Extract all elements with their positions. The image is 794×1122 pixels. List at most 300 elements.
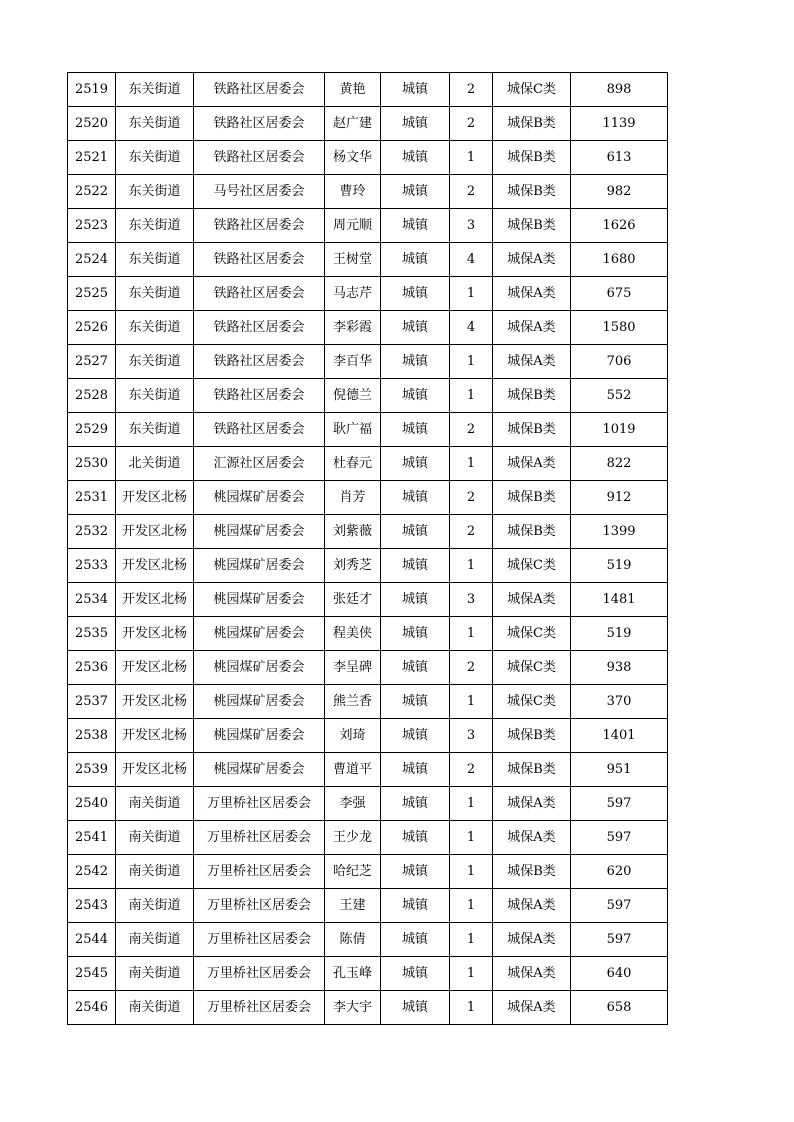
cell-committee: 铁路社区居委会 <box>194 209 325 243</box>
cell-committee: 万里桥社区居委会 <box>194 923 325 957</box>
cell-serial-number: 2529 <box>68 413 116 447</box>
cell-person-name: 曹玲 <box>325 175 381 209</box>
cell-category: 城保A类 <box>493 243 571 277</box>
street-text: 南关街道 <box>128 1000 181 1015</box>
street-text-clip <box>116 787 193 820</box>
cell-serial-number: 2540 <box>68 787 116 821</box>
cell-amount: 519 <box>571 549 668 583</box>
cell-street <box>116 821 194 855</box>
table-row <box>68 107 668 141</box>
street-text: 东关街道 <box>128 184 181 199</box>
street-text-clip <box>116 141 193 174</box>
cell-serial-number: 2526 <box>68 311 116 345</box>
cell-household-size: 4 <box>450 311 493 345</box>
cell-area-type: 城镇 <box>381 413 450 447</box>
cell-area-type: 城镇 <box>381 481 450 515</box>
roster-table <box>67 72 668 1025</box>
cell-amount: 1481 <box>571 583 668 617</box>
cell-person-name: 刘秀芝 <box>325 549 381 583</box>
street-text: 东关街道 <box>128 286 181 301</box>
table-row <box>68 889 668 923</box>
table-row <box>68 821 668 855</box>
cell-category: 城保B类 <box>493 855 571 889</box>
cell-category: 城保C类 <box>493 73 571 107</box>
cell-household-size: 1 <box>450 345 493 379</box>
street-text-clip <box>116 651 193 684</box>
cell-household-size: 1 <box>450 821 493 855</box>
cell-serial-number: 2534 <box>68 583 116 617</box>
cell-committee: 桃园煤矿居委会 <box>194 719 325 753</box>
table-row <box>68 447 668 481</box>
cell-area-type: 城镇 <box>381 787 450 821</box>
cell-area-type: 城镇 <box>381 175 450 209</box>
cell-committee: 铁路社区居委会 <box>194 379 325 413</box>
street-text: 东关街道 <box>128 116 181 131</box>
table-row <box>68 617 668 651</box>
cell-area-type: 城镇 <box>381 107 450 141</box>
cell-household-size: 3 <box>450 209 493 243</box>
cell-category: 城保A类 <box>493 991 571 1025</box>
cell-amount: 1401 <box>571 719 668 753</box>
cell-street <box>116 73 194 107</box>
table-row <box>68 345 668 379</box>
cell-street <box>116 957 194 991</box>
cell-area-type: 城镇 <box>381 345 450 379</box>
cell-area-type: 城镇 <box>381 583 450 617</box>
street-text-clip <box>116 345 193 378</box>
cell-serial-number: 2524 <box>68 243 116 277</box>
cell-serial-number: 2525 <box>68 277 116 311</box>
cell-serial-number: 2528 <box>68 379 116 413</box>
table-row <box>68 209 668 243</box>
cell-category: 城保C类 <box>493 651 571 685</box>
cell-amount: 519 <box>571 617 668 651</box>
cell-amount: 597 <box>571 821 668 855</box>
cell-serial-number: 2541 <box>68 821 116 855</box>
table-row <box>68 719 668 753</box>
cell-amount: 822 <box>571 447 668 481</box>
cell-serial-number: 2527 <box>68 345 116 379</box>
table-row <box>68 991 668 1025</box>
cell-household-size: 2 <box>450 73 493 107</box>
table-row <box>68 141 668 175</box>
cell-amount: 912 <box>571 481 668 515</box>
cell-person-name: 李呈碑 <box>325 651 381 685</box>
cell-serial-number: 2539 <box>68 753 116 787</box>
cell-category: 城保A类 <box>493 889 571 923</box>
street-text-clip <box>116 549 193 582</box>
cell-area-type: 城镇 <box>381 719 450 753</box>
cell-amount: 1139 <box>571 107 668 141</box>
cell-category: 城保C类 <box>493 617 571 651</box>
cell-street <box>116 175 194 209</box>
cell-street <box>116 481 194 515</box>
cell-area-type: 城镇 <box>381 855 450 889</box>
street-text-clip <box>116 107 193 140</box>
cell-street <box>116 311 194 345</box>
cell-person-name: 杨文华 <box>325 141 381 175</box>
cell-household-size: 1 <box>450 379 493 413</box>
cell-area-type: 城镇 <box>381 379 450 413</box>
street-text: 东关街道 <box>128 354 181 369</box>
cell-committee: 桃园煤矿居委会 <box>194 753 325 787</box>
cell-street <box>116 889 194 923</box>
cell-amount: 1399 <box>571 515 668 549</box>
street-text-clip <box>116 481 193 514</box>
table-row <box>68 379 668 413</box>
cell-household-size: 3 <box>450 719 493 753</box>
table-row <box>68 413 668 447</box>
cell-street <box>116 447 194 481</box>
street-text: 开发区北杨 <box>121 524 187 539</box>
cell-serial-number: 2522 <box>68 175 116 209</box>
cell-person-name: 李百华 <box>325 345 381 379</box>
street-text: 南关街道 <box>128 932 181 947</box>
street-text-clip <box>116 821 193 854</box>
street-text-clip <box>116 583 193 616</box>
table-row <box>68 753 668 787</box>
cell-committee: 汇源社区居委会 <box>194 447 325 481</box>
cell-serial-number: 2531 <box>68 481 116 515</box>
cell-area-type: 城镇 <box>381 549 450 583</box>
street-text: 东关街道 <box>128 320 181 335</box>
street-text: 南关街道 <box>128 898 181 913</box>
street-text-clip <box>116 311 193 344</box>
cell-person-name: 李强 <box>325 787 381 821</box>
cell-serial-number: 2533 <box>68 549 116 583</box>
cell-street <box>116 379 194 413</box>
cell-category: 城保B类 <box>493 515 571 549</box>
table-row <box>68 311 668 345</box>
cell-amount: 552 <box>571 379 668 413</box>
cell-person-name: 李彩霞 <box>325 311 381 345</box>
cell-household-size: 4 <box>450 243 493 277</box>
table-row <box>68 243 668 277</box>
cell-household-size: 3 <box>450 583 493 617</box>
cell-person-name: 耿广福 <box>325 413 381 447</box>
cell-household-size: 1 <box>450 923 493 957</box>
street-text-clip <box>116 685 193 718</box>
cell-person-name: 王建 <box>325 889 381 923</box>
street-text: 南关街道 <box>128 966 181 981</box>
street-text-clip <box>116 515 193 548</box>
cell-committee: 万里桥社区居委会 <box>194 787 325 821</box>
cell-committee: 桃园煤矿居委会 <box>194 583 325 617</box>
street-text-clip <box>116 209 193 242</box>
street-text: 南关街道 <box>128 864 181 879</box>
cell-serial-number: 2519 <box>68 73 116 107</box>
cell-serial-number: 2545 <box>68 957 116 991</box>
cell-amount: 640 <box>571 957 668 991</box>
cell-category: 城保B类 <box>493 141 571 175</box>
cell-serial-number: 2532 <box>68 515 116 549</box>
cell-category: 城保B类 <box>493 413 571 447</box>
street-text: 开发区北杨 <box>121 490 187 505</box>
cell-area-type: 城镇 <box>381 243 450 277</box>
cell-household-size: 1 <box>450 889 493 923</box>
cell-person-name: 哈纪芝 <box>325 855 381 889</box>
cell-area-type: 城镇 <box>381 753 450 787</box>
street-text: 开发区北杨 <box>121 660 187 675</box>
cell-household-size: 1 <box>450 685 493 719</box>
cell-person-name: 刘琦 <box>325 719 381 753</box>
street-text: 开发区北杨 <box>121 728 187 743</box>
cell-area-type: 城镇 <box>381 141 450 175</box>
cell-category: 城保A类 <box>493 583 571 617</box>
cell-household-size: 2 <box>450 413 493 447</box>
street-text-clip <box>116 379 193 412</box>
cell-committee: 万里桥社区居委会 <box>194 957 325 991</box>
cell-committee: 铁路社区居委会 <box>194 311 325 345</box>
cell-committee: 马号社区居委会 <box>194 175 325 209</box>
cell-serial-number: 2535 <box>68 617 116 651</box>
cell-household-size: 1 <box>450 447 493 481</box>
cell-amount: 675 <box>571 277 668 311</box>
cell-amount: 1626 <box>571 209 668 243</box>
cell-person-name: 杜春元 <box>325 447 381 481</box>
cell-household-size: 2 <box>450 107 493 141</box>
street-text: 东关街道 <box>128 252 181 267</box>
cell-household-size: 2 <box>450 651 493 685</box>
cell-person-name: 刘紫薇 <box>325 515 381 549</box>
cell-person-name: 李大宇 <box>325 991 381 1025</box>
cell-committee: 桃园煤矿居委会 <box>194 515 325 549</box>
cell-area-type: 城镇 <box>381 447 450 481</box>
table-row <box>68 855 668 889</box>
street-text: 东关街道 <box>128 150 181 165</box>
cell-committee: 桃园煤矿居委会 <box>194 685 325 719</box>
street-text-clip <box>116 447 193 480</box>
table-row <box>68 685 668 719</box>
cell-committee: 桃园煤矿居委会 <box>194 617 325 651</box>
cell-person-name: 周元顺 <box>325 209 381 243</box>
cell-street <box>116 651 194 685</box>
cell-area-type: 城镇 <box>381 889 450 923</box>
cell-household-size: 1 <box>450 991 493 1025</box>
cell-area-type: 城镇 <box>381 991 450 1025</box>
cell-amount: 1019 <box>571 413 668 447</box>
cell-serial-number: 2543 <box>68 889 116 923</box>
street-text: 东关街道 <box>128 218 181 233</box>
cell-amount: 982 <box>571 175 668 209</box>
cell-category: 城保B类 <box>493 379 571 413</box>
street-text: 开发区北杨 <box>121 626 187 641</box>
cell-area-type: 城镇 <box>381 651 450 685</box>
street-text-clip <box>116 991 193 1024</box>
cell-street <box>116 515 194 549</box>
cell-committee: 铁路社区居委会 <box>194 413 325 447</box>
cell-street <box>116 685 194 719</box>
cell-amount: 658 <box>571 991 668 1025</box>
street-text: 南关街道 <box>128 830 181 845</box>
cell-amount: 706 <box>571 345 668 379</box>
cell-amount: 898 <box>571 73 668 107</box>
roster-table-body <box>68 73 668 1025</box>
cell-serial-number: 2536 <box>68 651 116 685</box>
cell-serial-number: 2538 <box>68 719 116 753</box>
cell-street <box>116 855 194 889</box>
cell-person-name: 倪德兰 <box>325 379 381 413</box>
cell-amount: 597 <box>571 923 668 957</box>
cell-street <box>116 243 194 277</box>
cell-category: 城保B类 <box>493 753 571 787</box>
table-row <box>68 583 668 617</box>
cell-area-type: 城镇 <box>381 209 450 243</box>
cell-category: 城保A类 <box>493 277 571 311</box>
cell-amount: 370 <box>571 685 668 719</box>
cell-committee: 万里桥社区居委会 <box>194 855 325 889</box>
street-text-clip <box>116 175 193 208</box>
cell-street <box>116 107 194 141</box>
cell-person-name: 王树堂 <box>325 243 381 277</box>
cell-committee: 铁路社区居委会 <box>194 345 325 379</box>
table-row <box>68 277 668 311</box>
cell-household-size: 1 <box>450 787 493 821</box>
cell-category: 城保B类 <box>493 175 571 209</box>
cell-street <box>116 583 194 617</box>
cell-category: 城保A类 <box>493 345 571 379</box>
cell-serial-number: 2530 <box>68 447 116 481</box>
cell-household-size: 1 <box>450 277 493 311</box>
cell-person-name: 熊兰香 <box>325 685 381 719</box>
cell-area-type: 城镇 <box>381 923 450 957</box>
cell-committee: 铁路社区居委会 <box>194 73 325 107</box>
cell-street <box>116 991 194 1025</box>
cell-area-type: 城镇 <box>381 515 450 549</box>
cell-serial-number: 2542 <box>68 855 116 889</box>
cell-street <box>116 141 194 175</box>
cell-street <box>116 345 194 379</box>
cell-household-size: 1 <box>450 617 493 651</box>
cell-amount: 620 <box>571 855 668 889</box>
street-text: 北关街道 <box>128 456 181 471</box>
cell-category: 城保A类 <box>493 787 571 821</box>
cell-amount: 613 <box>571 141 668 175</box>
cell-household-size: 1 <box>450 141 493 175</box>
cell-committee: 桃园煤矿居委会 <box>194 549 325 583</box>
cell-serial-number: 2544 <box>68 923 116 957</box>
cell-person-name: 陈倩 <box>325 923 381 957</box>
cell-street <box>116 753 194 787</box>
cell-person-name: 曹道平 <box>325 753 381 787</box>
cell-street <box>116 277 194 311</box>
table-row <box>68 73 668 107</box>
cell-person-name: 程美侠 <box>325 617 381 651</box>
table-row <box>68 515 668 549</box>
street-text-clip <box>116 855 193 888</box>
street-text-clip <box>116 277 193 310</box>
cell-category: 城保A类 <box>493 957 571 991</box>
street-text: 开发区北杨 <box>121 694 187 709</box>
cell-committee: 桃园煤矿居委会 <box>194 651 325 685</box>
cell-area-type: 城镇 <box>381 73 450 107</box>
cell-serial-number: 2521 <box>68 141 116 175</box>
cell-amount: 597 <box>571 787 668 821</box>
cell-committee: 铁路社区居委会 <box>194 107 325 141</box>
cell-category: 城保A类 <box>493 447 571 481</box>
street-text: 开发区北杨 <box>121 762 187 777</box>
cell-person-name: 马志芹 <box>325 277 381 311</box>
cell-street <box>116 549 194 583</box>
table-row <box>68 923 668 957</box>
cell-household-size: 1 <box>450 957 493 991</box>
cell-amount: 938 <box>571 651 668 685</box>
cell-person-name: 肖芳 <box>325 481 381 515</box>
cell-household-size: 1 <box>450 549 493 583</box>
street-text-clip <box>116 243 193 276</box>
cell-amount: 951 <box>571 753 668 787</box>
cell-category: 城保A类 <box>493 923 571 957</box>
cell-street <box>116 209 194 243</box>
cell-committee: 万里桥社区居委会 <box>194 889 325 923</box>
cell-category: 城保C类 <box>493 549 571 583</box>
cell-category: 城保B类 <box>493 719 571 753</box>
street-text: 开发区北杨 <box>121 558 187 573</box>
cell-committee: 万里桥社区居委会 <box>194 821 325 855</box>
cell-street <box>116 413 194 447</box>
cell-committee: 桃园煤矿居委会 <box>194 481 325 515</box>
cell-area-type: 城镇 <box>381 957 450 991</box>
cell-serial-number: 2520 <box>68 107 116 141</box>
street-text-clip <box>116 957 193 990</box>
street-text: 开发区北杨 <box>121 592 187 607</box>
street-text-clip <box>116 753 193 786</box>
cell-amount: 1680 <box>571 243 668 277</box>
cell-household-size: 1 <box>450 855 493 889</box>
street-text-clip <box>116 73 193 106</box>
cell-category: 城保B类 <box>493 209 571 243</box>
cell-household-size: 2 <box>450 753 493 787</box>
cell-amount: 597 <box>571 889 668 923</box>
street-text: 南关街道 <box>128 796 181 811</box>
cell-household-size: 2 <box>450 481 493 515</box>
cell-committee: 铁路社区居委会 <box>194 141 325 175</box>
cell-household-size: 2 <box>450 175 493 209</box>
table-row <box>68 481 668 515</box>
cell-category: 城保C类 <box>493 685 571 719</box>
cell-serial-number: 2523 <box>68 209 116 243</box>
cell-category: 城保B类 <box>493 107 571 141</box>
cell-committee: 铁路社区居委会 <box>194 243 325 277</box>
cell-category: 城保A类 <box>493 311 571 345</box>
cell-committee: 万里桥社区居委会 <box>194 991 325 1025</box>
cell-street <box>116 617 194 651</box>
cell-street <box>116 787 194 821</box>
street-text: 东关街道 <box>128 422 181 437</box>
cell-area-type: 城镇 <box>381 685 450 719</box>
street-text: 东关街道 <box>128 82 181 97</box>
cell-person-name: 王少龙 <box>325 821 381 855</box>
table-row <box>68 651 668 685</box>
table-row <box>68 549 668 583</box>
table-row <box>68 957 668 991</box>
cell-committee: 铁路社区居委会 <box>194 277 325 311</box>
cell-person-name: 黄艳 <box>325 73 381 107</box>
street-text-clip <box>116 617 193 650</box>
cell-household-size: 2 <box>450 515 493 549</box>
street-text-clip <box>116 719 193 752</box>
street-text-clip <box>116 889 193 922</box>
cell-serial-number: 2537 <box>68 685 116 719</box>
street-text: 东关街道 <box>128 388 181 403</box>
cell-area-type: 城镇 <box>381 311 450 345</box>
street-text-clip <box>116 923 193 956</box>
cell-category: 城保A类 <box>493 821 571 855</box>
cell-person-name: 孔玉峰 <box>325 957 381 991</box>
cell-amount: 1580 <box>571 311 668 345</box>
cell-area-type: 城镇 <box>381 821 450 855</box>
table-row <box>68 787 668 821</box>
